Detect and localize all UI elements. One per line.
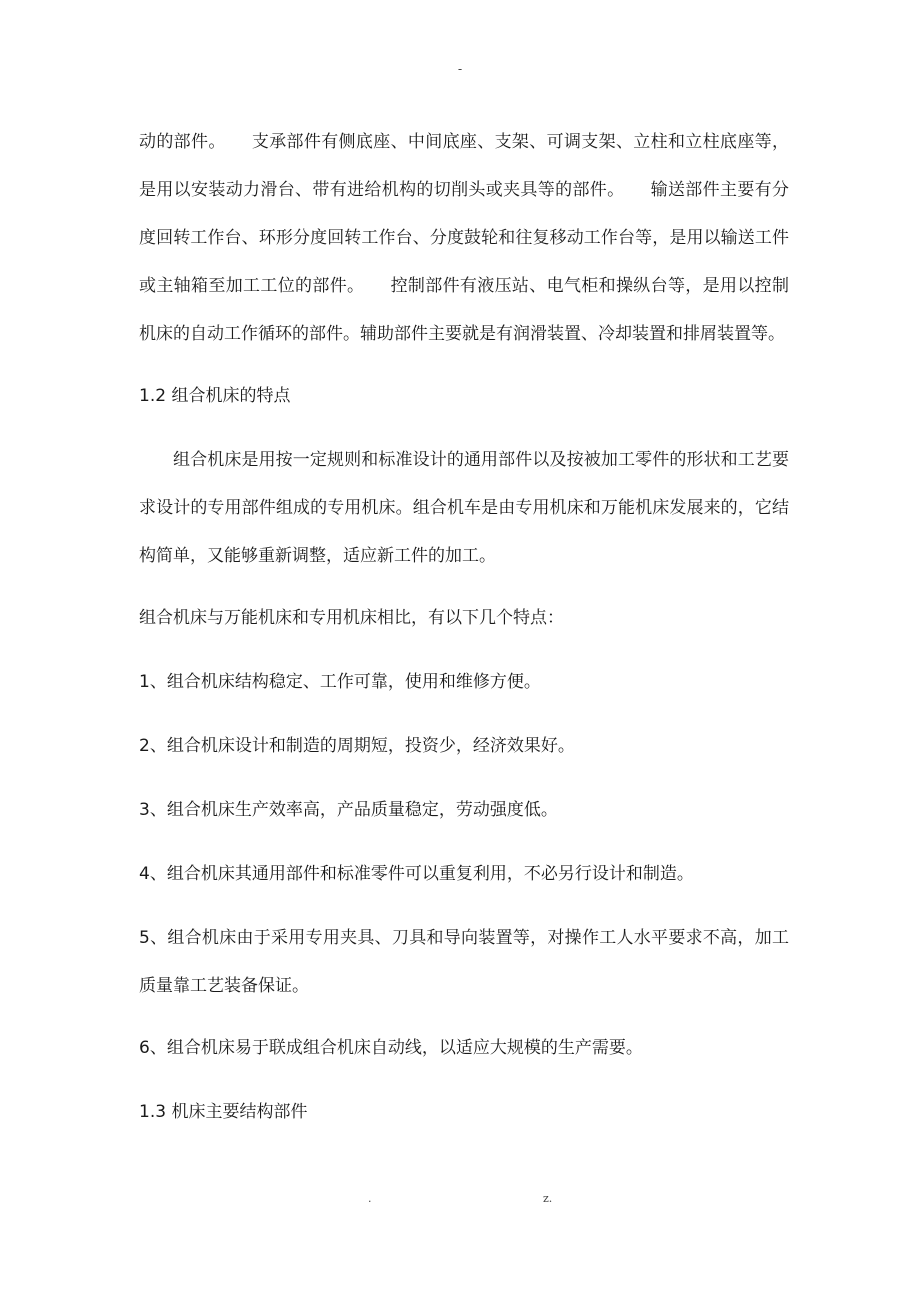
- footer-mark-right: z.: [543, 1192, 553, 1205]
- paragraph-comparison-intro: 组合机床与万能机床和专用机床相比，有以下几个特点：: [139, 608, 564, 628]
- paragraph-components: 动的部件。 支承部件有侧底座、中间底座、支架、可调支架、立柱和立柱底座等，是用以安装动力滑台、带有进给机构的切削头或夹具等的部件。 输送部件主要有分度回转工作台、环形分度回转工作台、分度鼓轮和往复移动工作台等，是用以输送工件或主轴箱至加工工位的部件。 控制部件有液压站、电气柜和操纵台等，是用以控制机床的自动工作循环的部件。辅助部件主要就是有润滑装置、冷却装置和排屑装置等。: [139, 132, 789, 344]
- list-item-5: 5、组合机床由于采用专用夹具、刀具和导向装置等，对操作工人水平要求不高，加工质量靠工艺装备保证。: [139, 928, 789, 996]
- section-heading-1-3: 1.3 机床主要结构部件: [139, 1102, 308, 1122]
- header-mark: -: [457, 62, 463, 76]
- paragraph-definition: 组合机床是用按一定规则和标准设计的通用部件以及按被加工零件的形状和工艺要求设计的专用部件组成的专用机床。组合机车是由专用机床和万能机床发展来的，它结构简单，又能够重新调整，适应新工件的加工。: [139, 450, 789, 566]
- footer-mark-left: .: [368, 1192, 372, 1205]
- document-body: [139, 118, 789, 1152]
- list-item-3: 3、组合机床生产效率高，产品质量稳定，劳动强度低。: [139, 800, 558, 820]
- list-item-1: 1、组合机床结构稳定、工作可靠，使用和维修方便。: [139, 672, 541, 692]
- list-item-2: 2、组合机床设计和制造的周期短，投资少，经济效果好。: [139, 736, 575, 756]
- list-item-6: 6、组合机床易于联成组合机床自动线，以适应大规模的生产需要。: [139, 1038, 643, 1058]
- section-heading-1-2: 1.2 组合机床的特点: [139, 386, 291, 406]
- list-item-4: 4、组合机床其通用部件和标准零件可以重复利用，不必另行设计和制造。: [139, 864, 694, 884]
